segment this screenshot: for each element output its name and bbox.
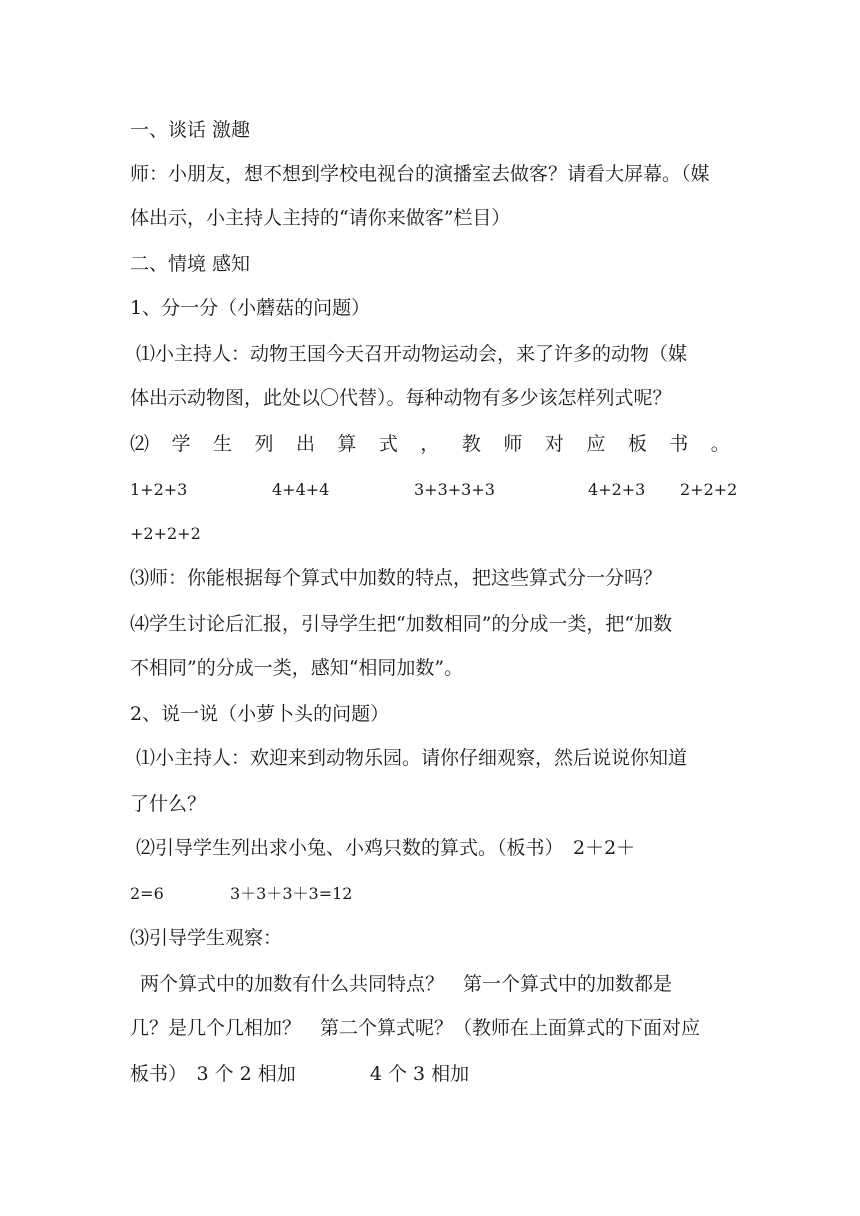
char: 对 (544, 433, 564, 455)
char: 教 (461, 433, 481, 455)
paragraph-line: ⑷学生讨论后汇报，引导学生把“加数相同”的分成一类，把“加数 (130, 613, 673, 635)
section-heading-2: 二、情境 感知 (130, 253, 251, 275)
char: 生 (212, 433, 232, 455)
paragraph-line: 了什么？ (130, 793, 207, 815)
paragraph-line: ⑶引导学生观察： (130, 927, 283, 949)
paragraph-line: 两个算式中的加数有什么共同特点？ 第一个算式中的加数都是 (140, 973, 673, 995)
char: 应 (586, 433, 606, 455)
paragraph-line (130, 1062, 730, 1086)
formula-row (130, 478, 738, 502)
formula-row (130, 882, 730, 906)
text-segment: 板书） 3 个 2 相加 (130, 1063, 296, 1085)
section-heading-1: 一、谈话 激趣 (130, 119, 251, 141)
paragraph-line: 不相同”的分成一类，感知“相同加数”。 (130, 657, 464, 679)
char: 板 (627, 433, 647, 455)
paragraph-line: 体出示动物图，此处以〇代替）。每种动物有多少该怎样列式呢？ (130, 387, 672, 409)
char: 书 (669, 433, 689, 455)
formula: 1+2+3 (130, 480, 188, 499)
char: ， (420, 433, 440, 455)
char: 。 (710, 433, 730, 455)
char: 列 (254, 433, 274, 455)
paragraph-line: ⑵引导学生列出求小兔、小鸡只数的算式。（板书） 2＋2＋ (136, 837, 636, 859)
paragraph-line: 师：小朋友，想不想到学校电视台的演播室去做客？请看大屏幕。（媒 (130, 163, 710, 185)
formula: 2+2+2 (680, 480, 738, 499)
paragraph-line: ⑶师：你能根据每个算式中加数的特点，把这些算式分一分吗？ (130, 567, 663, 589)
char: 算 (337, 433, 357, 455)
justified-line (130, 432, 730, 456)
paragraph-line: ⑴小主持人：欢迎来到动物乐园。请你仔细观察，然后说说你知道 (136, 747, 688, 769)
paragraph-line: 体出示，小主持人主持的“请你来做客”栏目） (130, 207, 511, 229)
char: 师 (503, 433, 523, 455)
formula: 4+4+4 (272, 480, 330, 499)
paragraph-line: ⑴小主持人：动物王国今天召开动物运动会，来了许多的动物（媒 (136, 343, 688, 365)
paragraph-line: 几？是几个几相加？ 第二个算式呢？（教师在上面算式的下面对应 (130, 1017, 701, 1039)
char: 出 (295, 433, 315, 455)
char: 学 (171, 433, 191, 455)
subsection-heading-2: 2、说一说（小萝卜头的问题） (130, 703, 390, 725)
formula: 4+2+3 (588, 480, 646, 499)
text-segment: 4 个 3 相加 (369, 1063, 470, 1085)
subsection-heading-1: 1、分一分（小蘑菇的问题） (130, 297, 371, 319)
formula: 3+3+3+3 (414, 480, 495, 499)
char: 式 (378, 433, 398, 455)
formula: +2+2+2 (130, 524, 201, 543)
char: ⑵ (130, 433, 150, 455)
formula-row (130, 522, 730, 546)
formula: 2=6 (130, 884, 164, 903)
formula: 3＋3＋3＋3=12 (230, 884, 353, 903)
